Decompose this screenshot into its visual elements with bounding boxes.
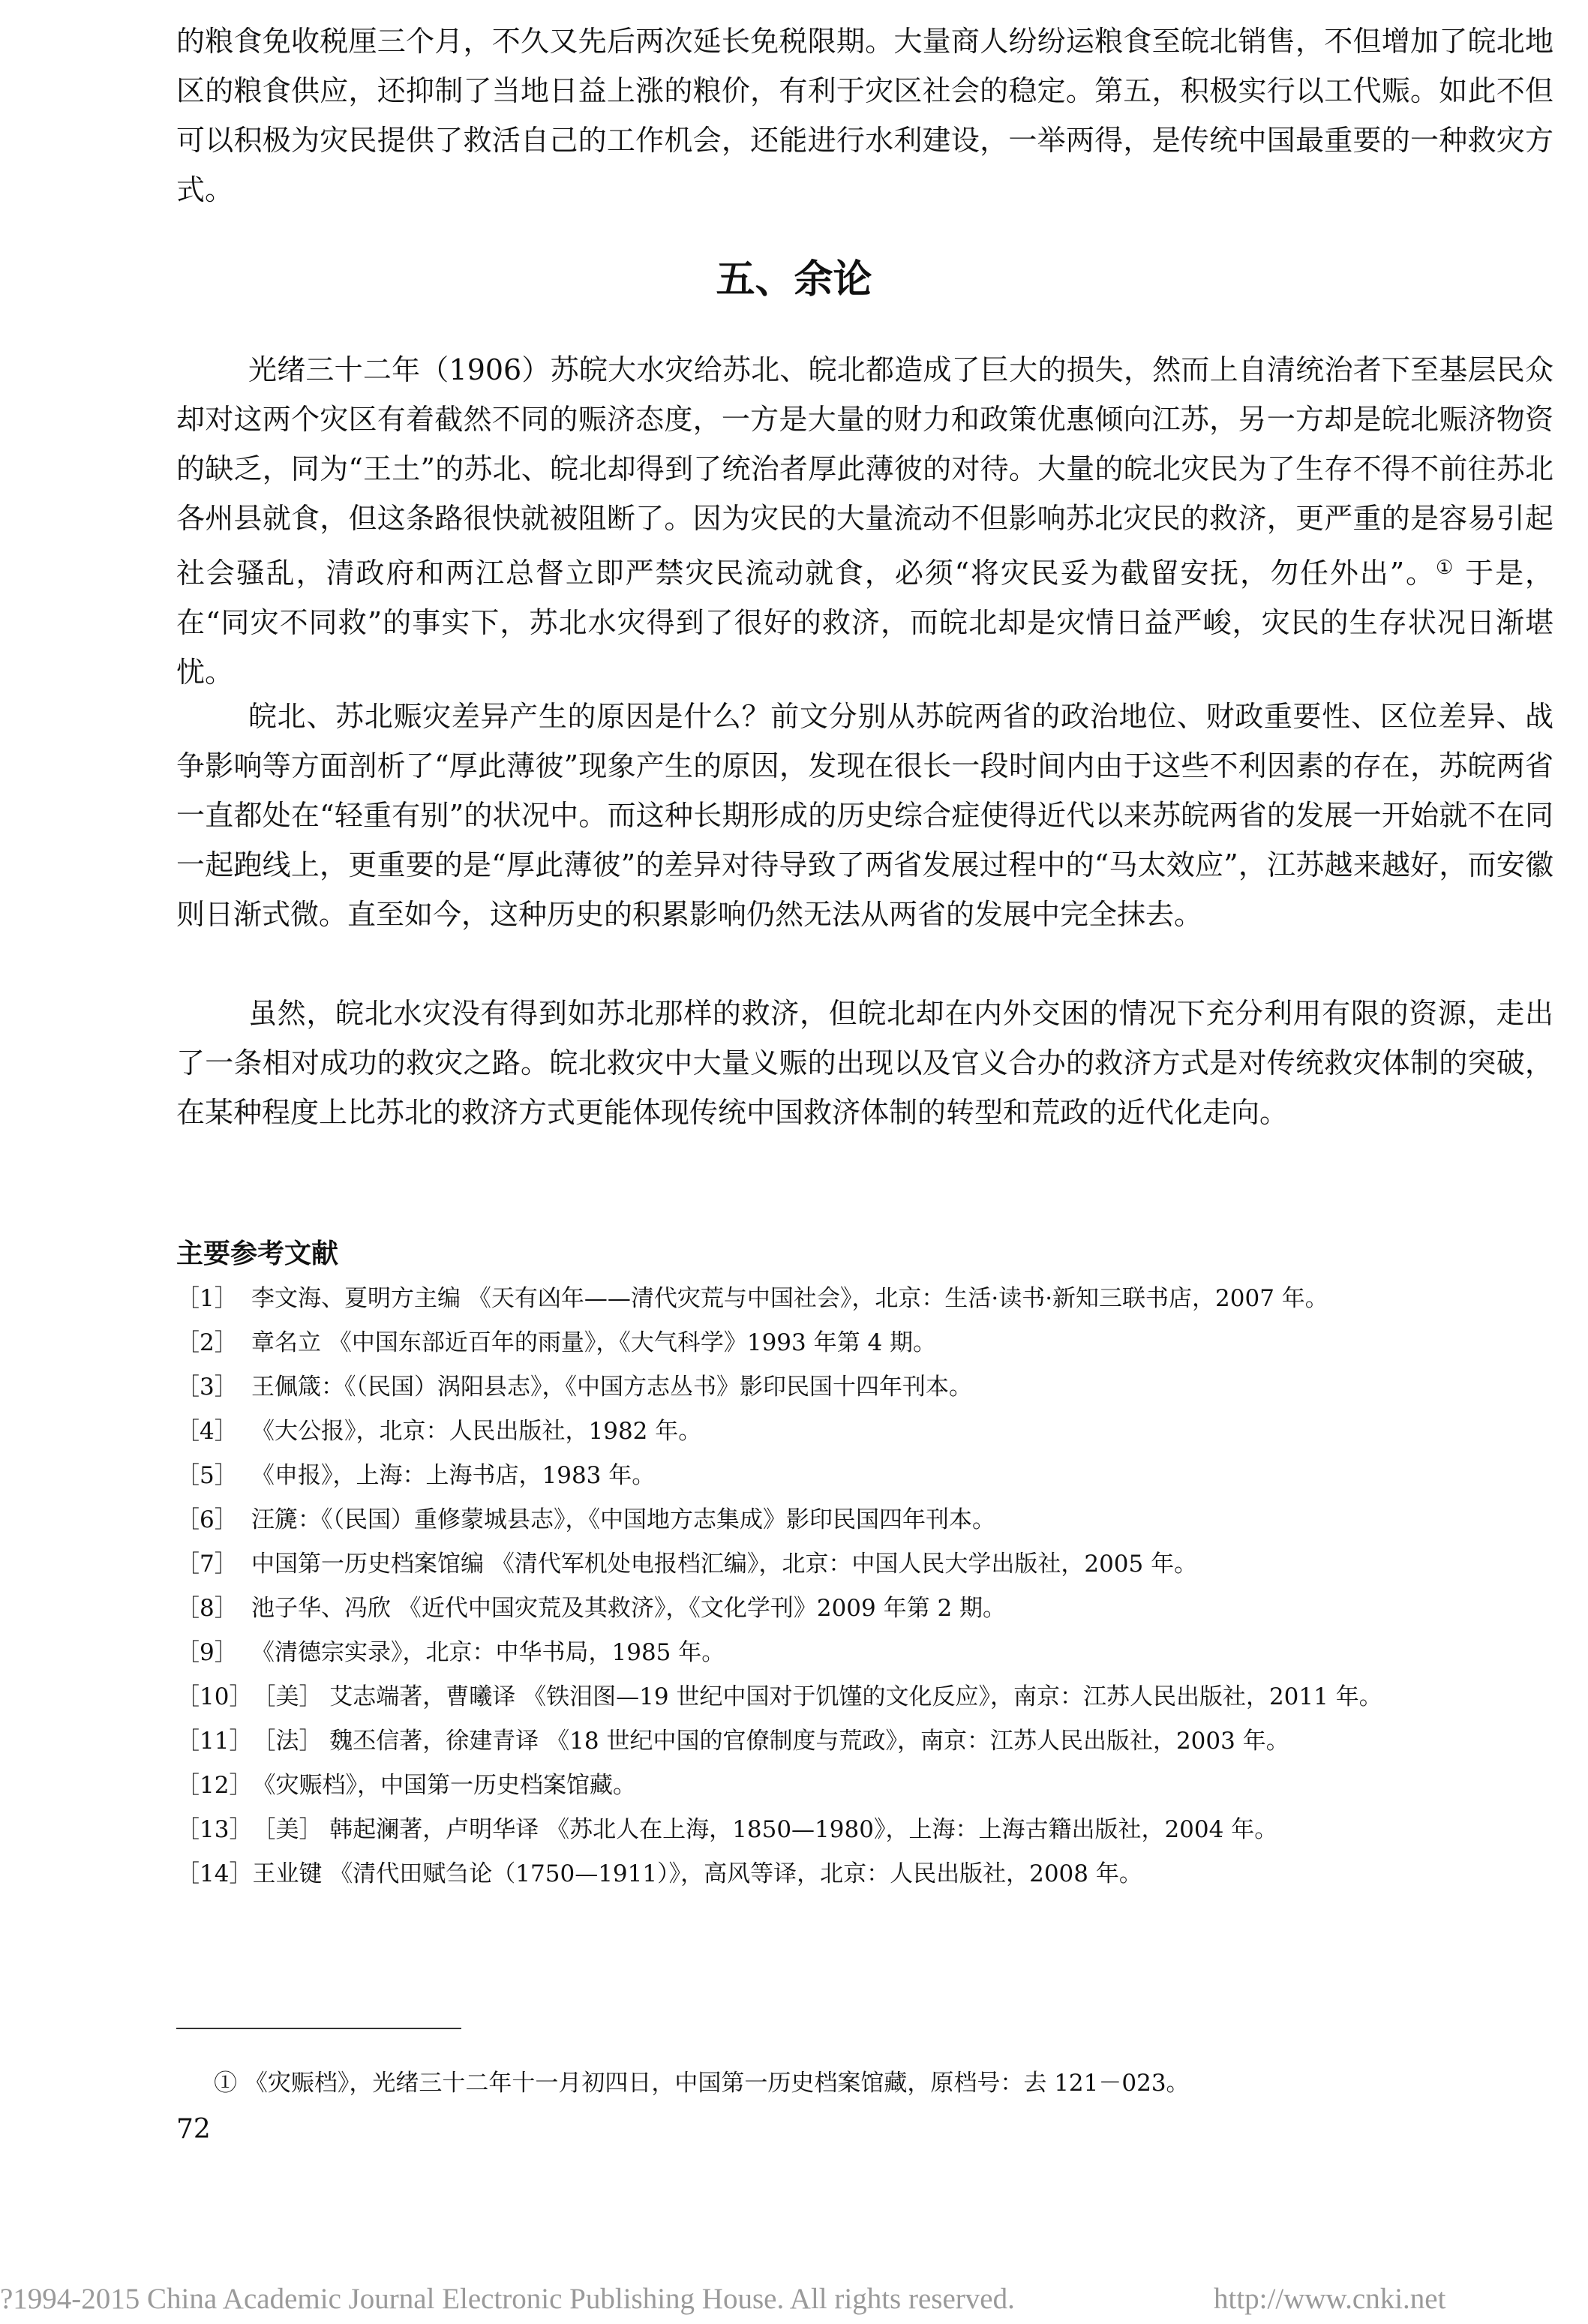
reference-item bbox=[176, 1808, 1553, 1852]
references-heading: 主要参考文献 bbox=[176, 1238, 339, 1269]
reference-text: ［美］ 韩起澜著，卢明华译 《苏北人在上海，1850—1980》，上海：上海古籍出版社，2004 年。 bbox=[252, 1816, 1278, 1843]
page-number: 72 bbox=[176, 2114, 211, 2145]
reference-text: 李文海、夏明方主编 《天有凶年——清代灾荒与中国社会》，北京：生活·读书·新知三联书店，2007 年。 bbox=[251, 1285, 1328, 1312]
reference-item bbox=[176, 1675, 1553, 1719]
reference-text: 《大公报》，北京：人民出版社，1982 年。 bbox=[251, 1418, 702, 1445]
footnote: ① 《灾赈档》，光绪三十二年十一月初四日，中国第一历史档案馆藏，原档号：去 121－023。 bbox=[214, 2070, 1190, 2097]
reference-item bbox=[176, 1852, 1553, 1896]
reference-number: ［12］ bbox=[176, 1772, 253, 1799]
reference-number: ［1］ bbox=[176, 1285, 238, 1312]
reference-text: 王佩箴：《（民国）涡阳县志》，《中国方志丛书》影印民国十四年刊本。 bbox=[251, 1374, 972, 1401]
intro-paragraph: 的粮食免收税厘三个月，不久又先后两次延长免税限期。大量商人纷纷运粮食至皖北销售，不但增加了皖北地区的粮食供应，还抑制了当地日益上涨的粮价，有利于灾区社会的稳定。第五，积极实行以工代赈。如此不但可以积极为灾民提供了救活自己的工作机会，还能进行水利建设，一举两得，是传统中国最重要的一种救灾方式。 bbox=[176, 25, 1553, 206]
reference-item bbox=[176, 1365, 1553, 1410]
watermark-copyright-text: ?1994-2015 China Academic Journal Electronic Publishing House. All rights reserved. bbox=[0, 2283, 1015, 2315]
reference-text: ［美］ 艾志端著，曹曦译 《铁泪图—19 世纪中国对于饥馑的文化反应》，南京：江苏人民出版社，2011 年。 bbox=[252, 1683, 1382, 1710]
watermark-url[interactable]: http://www.cnki.net bbox=[1214, 2283, 1446, 2315]
reference-text: 《灾赈档》，中国第一历史档案馆藏。 bbox=[252, 1772, 636, 1799]
reference-item bbox=[176, 1498, 1553, 1542]
reference-item bbox=[176, 1410, 1553, 1454]
reference-text: 王业键 《清代田赋刍论（1750—1911）》，高风等译，北京：人民出版社，2008 年。 bbox=[252, 1860, 1142, 1887]
reference-number: ［10］ bbox=[176, 1683, 253, 1710]
reference-item bbox=[176, 1587, 1553, 1631]
reference-number: ［14］ bbox=[176, 1860, 253, 1887]
reference-number: ［4］ bbox=[176, 1418, 238, 1445]
reference-item bbox=[176, 1542, 1553, 1587]
reference-item bbox=[176, 1321, 1553, 1365]
reference-item bbox=[176, 1631, 1553, 1675]
footnote-divider bbox=[176, 2028, 461, 2029]
reference-number: ［3］ bbox=[176, 1374, 238, 1401]
body-paragraph-2: 皖北、苏北赈灾差异产生的原因是什么？前文分别从苏皖两省的政治地位、财政重要性、区位差异、战争影响等方面剖析了“厚此薄彼”现象产生的原因，发现在很长一段时间内由于这些不利因素的存在，苏皖两省一直都处在“轻重有别”的状况中。而这种长期形成的历史综合症使得近代以来苏皖两省的发展一开始就不在同一起跑线上，更重要的是“厚此薄彼”的差异对待导致了两省发展过程中的“马太效应”，江苏越来越好，而安徽则日渐式微。直至如今，这种历史的积累影响仍然无法从两省的发展中完全抹去。 bbox=[176, 700, 1553, 931]
reference-text: 章名立 《中国东部近百年的雨量》，《大气科学》1993 年第 4 期。 bbox=[251, 1329, 937, 1356]
reference-number: ［9］ bbox=[176, 1639, 238, 1666]
body-paragraph-3: 虽然，皖北水灾没有得到如苏北那样的救济，但皖北却在内外交困的情况下充分利用有限的资源，走出了一条相对成功的救灾之路。皖北救灾中大量义赈的出现以及官义合办的救济方式是对传统救灾体制的突破，在某种程度上比苏北的救济方式更能体现传统中国救济体制的转型和荒政的近代化走向。 bbox=[176, 997, 1553, 1129]
reference-text: ［法］ 魏丕信著，徐建青译 《18 世纪中国的官僚制度与荒政》，南京：江苏人民出版社，2003 年。 bbox=[252, 1728, 1289, 1755]
reference-number: ［6］ bbox=[176, 1506, 238, 1533]
reference-text: 中国第一历史档案馆编 《清代军机处电报档汇编》，北京：中国人民大学出版社，2005 年。 bbox=[251, 1551, 1198, 1578]
reference-text: 汪篪：《（民国）重修蒙城县志》，《中国地方志集成》影印民国四年刊本。 bbox=[251, 1506, 995, 1533]
reference-item bbox=[176, 1764, 1553, 1808]
reference-text: 池子华、冯欣 《近代中国灾荒及其救济》，《文化学刊》2009 年第 2 期。 bbox=[251, 1595, 1007, 1622]
reference-number: ［11］ bbox=[176, 1728, 253, 1755]
reference-item bbox=[176, 1719, 1553, 1764]
body-paragraph-1 bbox=[176, 345, 1553, 697]
reference-number: ［8］ bbox=[176, 1595, 238, 1622]
body-paragraph-1-tail: 于是，在“同灾不同救”的事实下，苏北水灾得到了很好的救济，而皖北却是灾情日益严峻，灾民的生存状况日渐堪忧。 bbox=[176, 557, 1553, 689]
reference-item bbox=[176, 1277, 1553, 1321]
reference-number: ［7］ bbox=[176, 1551, 238, 1578]
reference-text: 《清德宗实录》，北京：中华书局，1985 年。 bbox=[251, 1639, 725, 1666]
reference-text: 《申报》，上海：上海书店，1983 年。 bbox=[251, 1462, 656, 1489]
copyright-watermark bbox=[0, 2280, 1588, 2318]
reference-number: ［2］ bbox=[176, 1329, 238, 1356]
body-paragraph-1-text: 光绪三十二年（1906）苏皖大水灾给苏北、皖北都造成了巨大的损失，然而上自清统治者下至基层民众却对这两个灾区有着截然不同的赈济态度，一方是大量的财力和政策优惠倾向江苏，另一方却是皖北赈济物资的缺乏，同为“王土”的苏北、皖北却得到了统治者厚此薄彼的对待。大量的皖北灾民为了生存不得不前往苏北各州县就食，但这条路很快就被阻断了。因为灾民的大量流动不但影响苏北灾民的救济，更严重的是容易引起社会骚乱，清政府和两江总督立即严禁灾民流动就食，必须“将灾民妥为截留安抚，勿任外出”。 bbox=[176, 353, 1553, 590]
reference-number: ［13］ bbox=[176, 1816, 253, 1843]
footnote-marker[interactable]: ① bbox=[1435, 557, 1455, 579]
section-title: 五、余论 bbox=[716, 257, 872, 302]
references-list bbox=[176, 1277, 1553, 1896]
reference-number: ［5］ bbox=[176, 1462, 238, 1489]
reference-item bbox=[176, 1454, 1553, 1498]
